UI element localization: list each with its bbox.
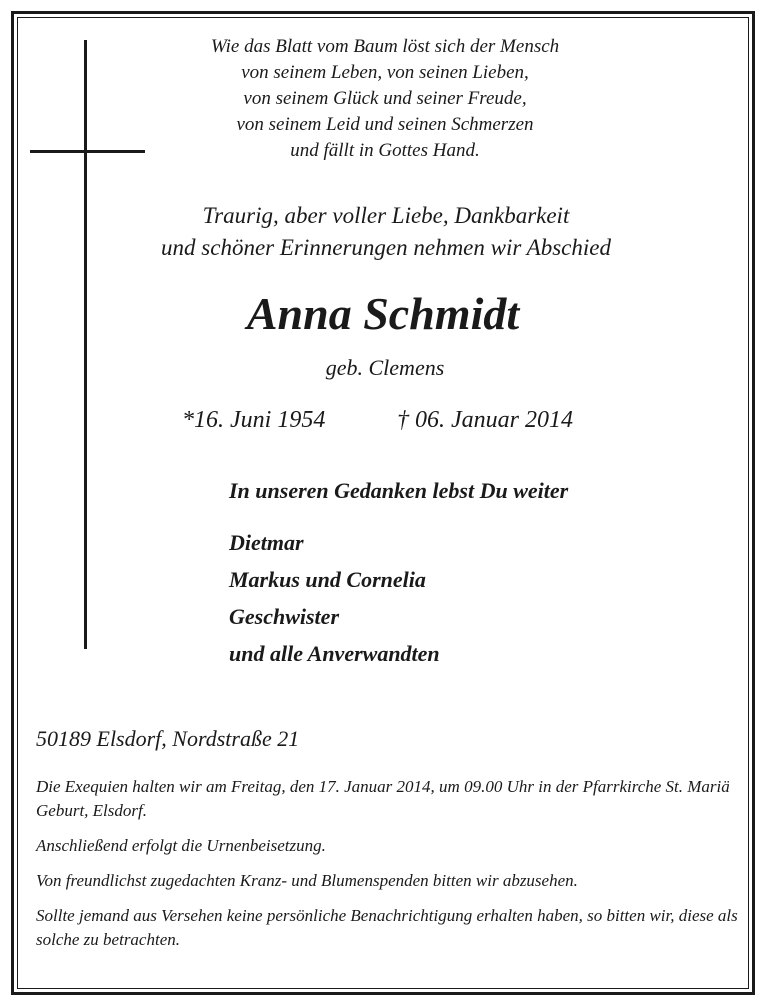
poem-line: von seinem Glück und seiner Freude, — [243, 88, 527, 109]
note-paragraph: Die Exequien halten wir am Freitag, den 17. Januar 2014, um 09.00 Uhr in der Pfarrkirche St. Mariä Geburt, Elsdorf. — [36, 777, 730, 820]
funeral-notes — [36, 775, 740, 963]
mourner-name: Markus und Cornelia — [229, 567, 426, 592]
note-paragraph: Von freundlichst zugedachten Kranz- und Blumenspenden bitten wir abzusehen. — [36, 871, 578, 890]
poem-line: von seinem Leben, von seinen Lieben, — [241, 62, 529, 83]
mourner-name: und alle Anverwandten — [229, 641, 440, 666]
birth-date: *16. Juni 1954 — [182, 407, 326, 433]
mourners-headline: In unseren Gedanken lebst Du weiter — [229, 478, 569, 503]
mourners-list — [229, 524, 440, 672]
intro-line: Traurig, aber voller Liebe, Dankbarkeit — [202, 203, 570, 228]
note-paragraph: Anschließend erfolgt die Urnenbeisetzung. — [36, 836, 326, 855]
poem-line: Wie das Blatt vom Baum löst sich der Mensch — [210, 36, 560, 57]
cross-vertical-bar — [84, 40, 87, 649]
cross-horizontal-bar — [30, 150, 145, 153]
maiden-name: geb. Clemens — [325, 355, 445, 380]
poem-line: von seinem Leid und seinen Schmerzen — [236, 114, 534, 135]
mourner-name: Geschwister — [229, 604, 339, 629]
deceased-name: Anna Schmidt — [246, 288, 520, 339]
note-paragraph: Sollte jemand aus Versehen keine persönliche Benachrichtigung erhalten haben, so bitten wir, diese als solche zu betrachten. — [36, 906, 738, 949]
poem-line: und fällt in Gottes Hand. — [290, 140, 480, 161]
poem — [180, 34, 590, 164]
mourner-name: Dietmar — [229, 530, 304, 555]
death-date: † 06. Januar 2014 — [397, 407, 573, 433]
family-address: 50189 Elsdorf, Nordstraße 21 — [36, 726, 300, 751]
farewell-intro — [110, 200, 662, 264]
intro-line: und schöner Erinnerungen nehmen wir Abschied — [161, 235, 611, 260]
